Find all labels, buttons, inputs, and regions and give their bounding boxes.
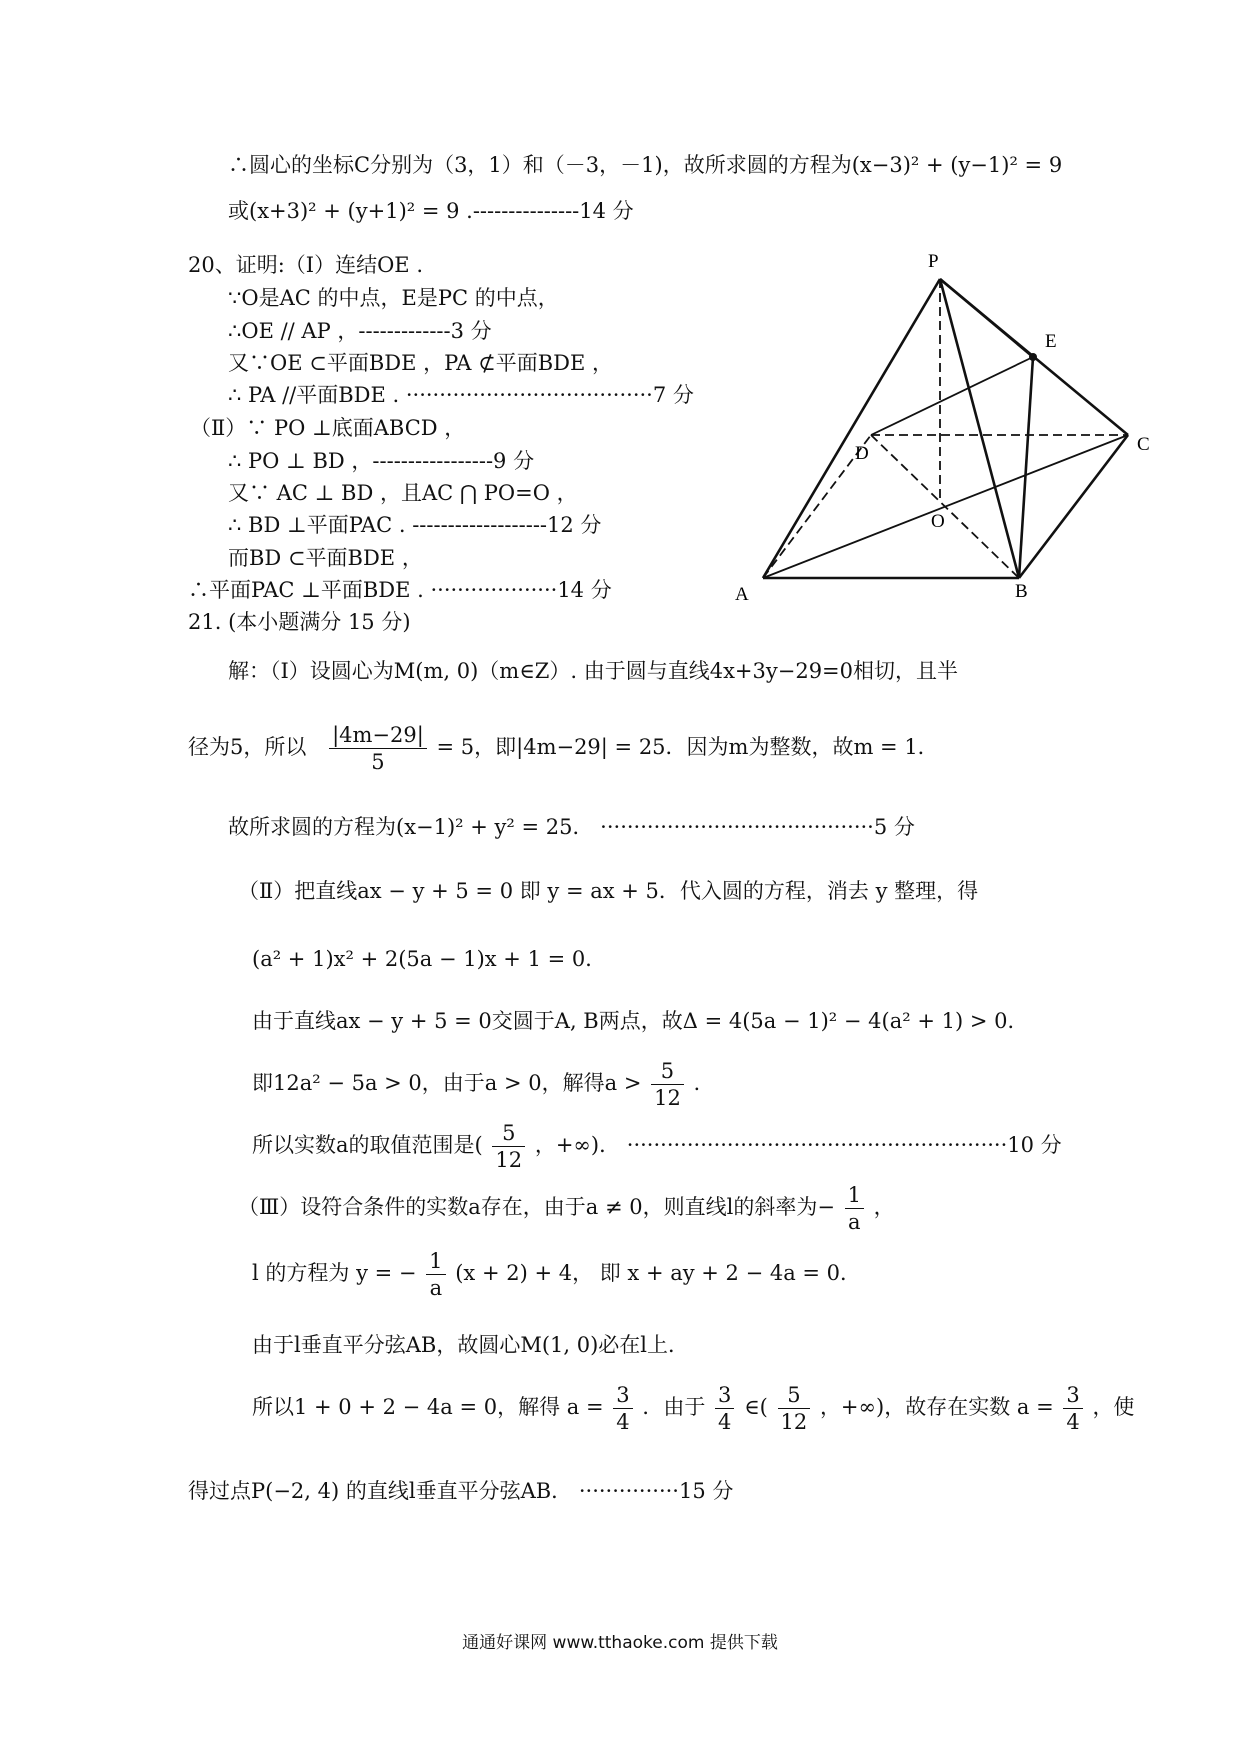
line-2: 或(x+3)² + (y+1)² = 9 .---------------14 分 [228, 199, 634, 223]
line-1: ∴圆心的坐标C分别为（3，1）和（－3，－1)，故所求圆的方程为(x−3)² + (y−1)² = 9 [228, 153, 1063, 177]
fraction-numerator: 5 [492, 1120, 525, 1147]
fraction-numerator: 5 [651, 1058, 684, 1085]
p21-line-2 [188, 722, 939, 775]
text-segment: l 的方程为 y = − [252, 1261, 417, 1285]
p20-line-9: ∴ BD ⊥平面PAC . -------------------12 分 [228, 513, 602, 537]
p21-line-9 [238, 1182, 895, 1235]
fraction-numerator: 3 [613, 1382, 632, 1409]
p21-line-3: 故所求圆的方程为(x−1)² + y² = 25． ·········································5 分 [228, 815, 915, 839]
fraction-numerator: 3 [715, 1382, 734, 1409]
p20-line-2: ∵O是AC 的中点，E是PC 的中点， [228, 286, 559, 310]
fraction-denominator: a [848, 1210, 861, 1234]
text-segment: 所以1 + 0 + 2 − 4a = 0，解得 a = [252, 1395, 604, 1419]
fraction [426, 1248, 445, 1301]
label-p: P [928, 251, 939, 272]
p20-line-8: 又∵ AC ⊥ BD ，且AC ⋂ PO=O ， [228, 481, 578, 505]
fraction [845, 1182, 864, 1235]
p20-line-11: ∴平面PAC ⊥平面BDE . ···················14 分 [188, 578, 612, 602]
fraction-denominator: 12 [654, 1086, 681, 1110]
fraction [715, 1382, 734, 1435]
text-segment: 所以实数a的取值范围是( [252, 1133, 483, 1157]
fraction-numerator: 1 [845, 1182, 864, 1209]
text-segment: ，+∞)，故存在实数 a = [819, 1395, 1054, 1419]
fraction [778, 1382, 811, 1435]
p21-line-1: 解：（Ⅰ）设圆心为M(m, 0)（m∈Z）. 由于圆与直线4x+3y−29=0相切，且半 [228, 659, 959, 683]
fraction [651, 1058, 684, 1111]
p21-line-10 [252, 1248, 861, 1301]
pyramid-figure [725, 245, 1165, 605]
text-segment: . [693, 1071, 701, 1095]
p21-line-8 [252, 1120, 1062, 1173]
p20-line-1: 20、证明:（Ⅰ）连结OE . [188, 253, 423, 277]
p20-line-5: ∴ PA //平面BDE . ·····································7 分 [228, 383, 694, 407]
text-segment: ，使 [1092, 1395, 1135, 1419]
p21-line-12 [252, 1382, 1134, 1435]
fraction-denominator: 4 [1066, 1410, 1080, 1434]
p20-line-3: ∴OE // AP ，-------------3 分 [228, 319, 492, 343]
fraction [329, 722, 427, 775]
text-segment: （Ⅲ）设符合条件的实数a存在，由于a ≠ 0，则直线l的斜率为− [238, 1195, 835, 1219]
label-e: E [1045, 331, 1057, 352]
fraction-denominator: 4 [616, 1410, 630, 1434]
p21-title: 21. (本小题满分 15 分) [188, 610, 411, 634]
text-segment: ∈( [744, 1395, 768, 1419]
page-footer: 通通好课网 www.tthaoke.com 提供下载 [462, 1633, 778, 1653]
fraction-numerator: 1 [426, 1248, 445, 1275]
text-segment: ，+∞)． ·························································10 分 [534, 1133, 1062, 1157]
text-segment: 即12a² − 5a > 0，由于a > 0，解得a > [252, 1071, 642, 1095]
p20-line-4: 又∵OE ⊂平面BDE ，PA ⊄平面BDE ， [228, 351, 614, 375]
text-segment: = 5，即|4m−29| = 25．因为m为整数，故m = 1． [436, 735, 939, 759]
text-segment: ， [873, 1195, 895, 1219]
label-o: O [931, 511, 945, 532]
text-segment: ．由于 [642, 1395, 706, 1419]
fraction-denominator: 12 [495, 1148, 523, 1172]
label-b: B [1015, 581, 1028, 602]
fraction-denominator: 5 [371, 750, 385, 774]
p21-line-5: (a² + 1)x² + 2(5a − 1)x + 1 = 0． [252, 947, 607, 971]
fraction-denominator: 4 [718, 1410, 732, 1434]
p20-line-7: ∴ PO ⊥ BD ，-----------------9 分 [228, 449, 535, 473]
fraction-numerator: |4m−29| [329, 722, 427, 749]
label-a: A [735, 584, 749, 605]
fraction [613, 1382, 632, 1435]
p20-line-10: 而BD ⊂平面BDE ， [228, 546, 423, 570]
fraction-numerator: 3 [1063, 1382, 1082, 1409]
p21-line-13: 得过点P(−2, 4) 的直线l垂直平分弦AB． ···············15 分 [188, 1479, 734, 1503]
p21-line-6: 由于直线ax − y + 5 = 0交圆于A, B两点，故Δ = 4(5a − 1)² − 4(a² + 1) > 0． [252, 1009, 1029, 1033]
fraction [492, 1120, 525, 1173]
text-segment: (x + 2) + 4， 即 x + ay + 2 − 4a = 0． [455, 1261, 862, 1285]
label-d: D [855, 443, 869, 464]
fraction-denominator: 12 [780, 1410, 808, 1434]
p21-line-4: （Ⅱ）把直线ax − y + 5 = 0 即 y = ax + 5．代入圆的方程，消去 y 整理，得 [238, 879, 979, 903]
fraction [1063, 1382, 1082, 1435]
text-segment: 径为5，所以 [188, 735, 307, 759]
p21-line-11: 由于l垂直平分弦AB，故圆心M(1, 0)必在l上． [252, 1333, 689, 1357]
fraction-denominator: a [429, 1276, 443, 1300]
fraction-numerator: 5 [778, 1382, 811, 1409]
label-c: C [1137, 434, 1150, 455]
p21-line-7 [252, 1058, 700, 1111]
p20-line-6: （Ⅱ）∵ PO ⊥底面ABCD ， [190, 416, 466, 440]
